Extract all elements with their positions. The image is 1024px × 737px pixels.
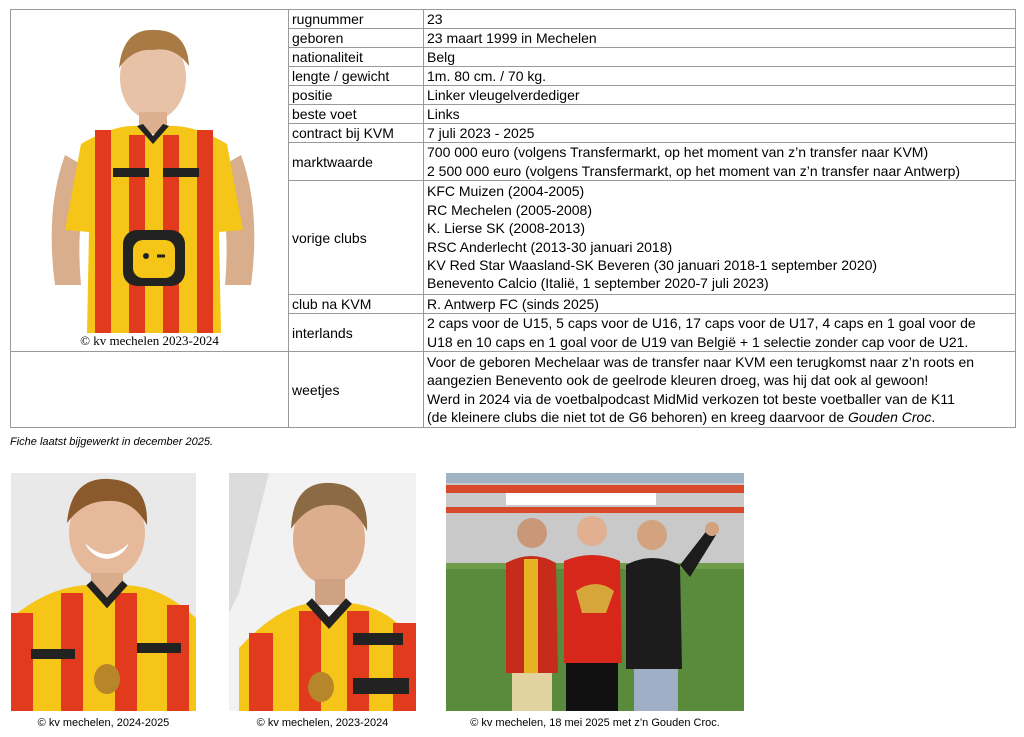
value-line: RC Mechelen (2005-2008) (427, 201, 592, 218)
row-label: vorige clubs (289, 181, 424, 295)
row-label: lengte / gewicht (289, 67, 424, 86)
value-line: K. Lierse SK (2008-2013) (427, 220, 585, 237)
row-label: club na KVM (289, 295, 424, 314)
row-label: geboren (289, 29, 424, 48)
award-name: Gouden Croc (848, 408, 932, 425)
photo-caption: © kv mechelen, 2023-2024 (256, 717, 389, 729)
value-line: aangezien Benevento ook de geelrode kleuren droeg, was hij dat ook al gewoon! (427, 372, 929, 389)
row-value: 23 (424, 10, 1016, 29)
row-label: nationaliteit (289, 48, 424, 67)
value-line: Voor de geboren Mechelaar was de transfer naar KVM een terugkomst naar z’n roots en (427, 353, 975, 370)
update-note: Fiche laatst bijgewerkt in december 2025. (10, 436, 213, 448)
row-label: positie (289, 86, 424, 105)
row-value: Links (424, 105, 1016, 124)
player-photo (11, 473, 196, 711)
row-value: 23 maart 1999 in Mechelen (424, 29, 1016, 48)
value-line: KV Red Star Waasland-SK Beveren (30 januari 2018-1 september 2020) (427, 256, 878, 273)
row-label: beste voet (289, 105, 424, 124)
value-line: RSC Anderlecht (2013-30 januari 2018) (427, 238, 673, 255)
stadium-photo (446, 473, 744, 711)
value-line: Benevento Calcio (Italië, 1 september 2020-7 juli 2023) (427, 275, 769, 292)
row-label: contract bij KVM (289, 124, 424, 143)
player-fiche-table (10, 9, 1016, 428)
weetjes-line-start: (de kleinere clubs die niet tot de G6 behoren) en kreeg daarvoor de (427, 408, 849, 425)
value-line: Werd in 2024 via de voetbalpodcast MidMid verkozen tot beste voetballer van de K11 (427, 390, 955, 407)
photo-cell (11, 10, 289, 352)
photo-caption: © kv mechelen, 18 mei 2025 met z’n Gouden Croc. (470, 717, 720, 729)
row-label: rugnummer (289, 10, 424, 29)
player-photo (229, 473, 416, 711)
photo-2023-2024 (229, 473, 416, 711)
weetjes-line-end: . (931, 408, 936, 425)
value-line: U18 en 10 caps en 1 goal voor de U19 van België + 1 selectie zonder cap voor de U21. (427, 333, 969, 350)
row-value-multiline (424, 352, 1016, 428)
photo-gouden-croc (446, 473, 744, 711)
row-value: 7 juli 2023 - 2025 (424, 124, 1016, 143)
row-value-multiline (424, 181, 1016, 295)
player-portrait (37, 20, 269, 333)
row-value: Linker vleugelverdediger (424, 86, 1016, 105)
portrait-caption: © kv mechelen 2023-2024 (80, 333, 219, 348)
row-label: weetjes (289, 352, 424, 428)
row-label: marktwaarde (289, 143, 424, 181)
row-value: 1m. 80 cm. / 70 kg. (424, 67, 1016, 86)
row-value-multiline (424, 143, 1016, 181)
row-value: Belg (424, 48, 1016, 67)
value-line: 700 000 euro (volgens Transfermarkt, op het moment van z’n transfer naar KVM) (427, 144, 929, 161)
row-value: R. Antwerp FC (sinds 2025) (424, 295, 1016, 314)
row-value-multiline (424, 314, 1016, 352)
value-line (427, 408, 1012, 426)
photo-2024-2025 (11, 473, 196, 711)
photo-cell-bottom (11, 352, 289, 428)
value-line: 2 500 000 euro (volgens Transfermarkt, op het moment van z’n transfer naar Antwerp) (427, 162, 961, 179)
value-line: KFC Muizen (2004-2005) (427, 183, 585, 200)
value-line: 2 caps voor de U15, 5 caps voor de U16, 17 caps voor de U17, 4 caps en 1 goal voor de (427, 315, 976, 332)
photo-caption: © kv mechelen, 2024-2025 (37, 717, 170, 729)
row-label: interlands (289, 314, 424, 352)
